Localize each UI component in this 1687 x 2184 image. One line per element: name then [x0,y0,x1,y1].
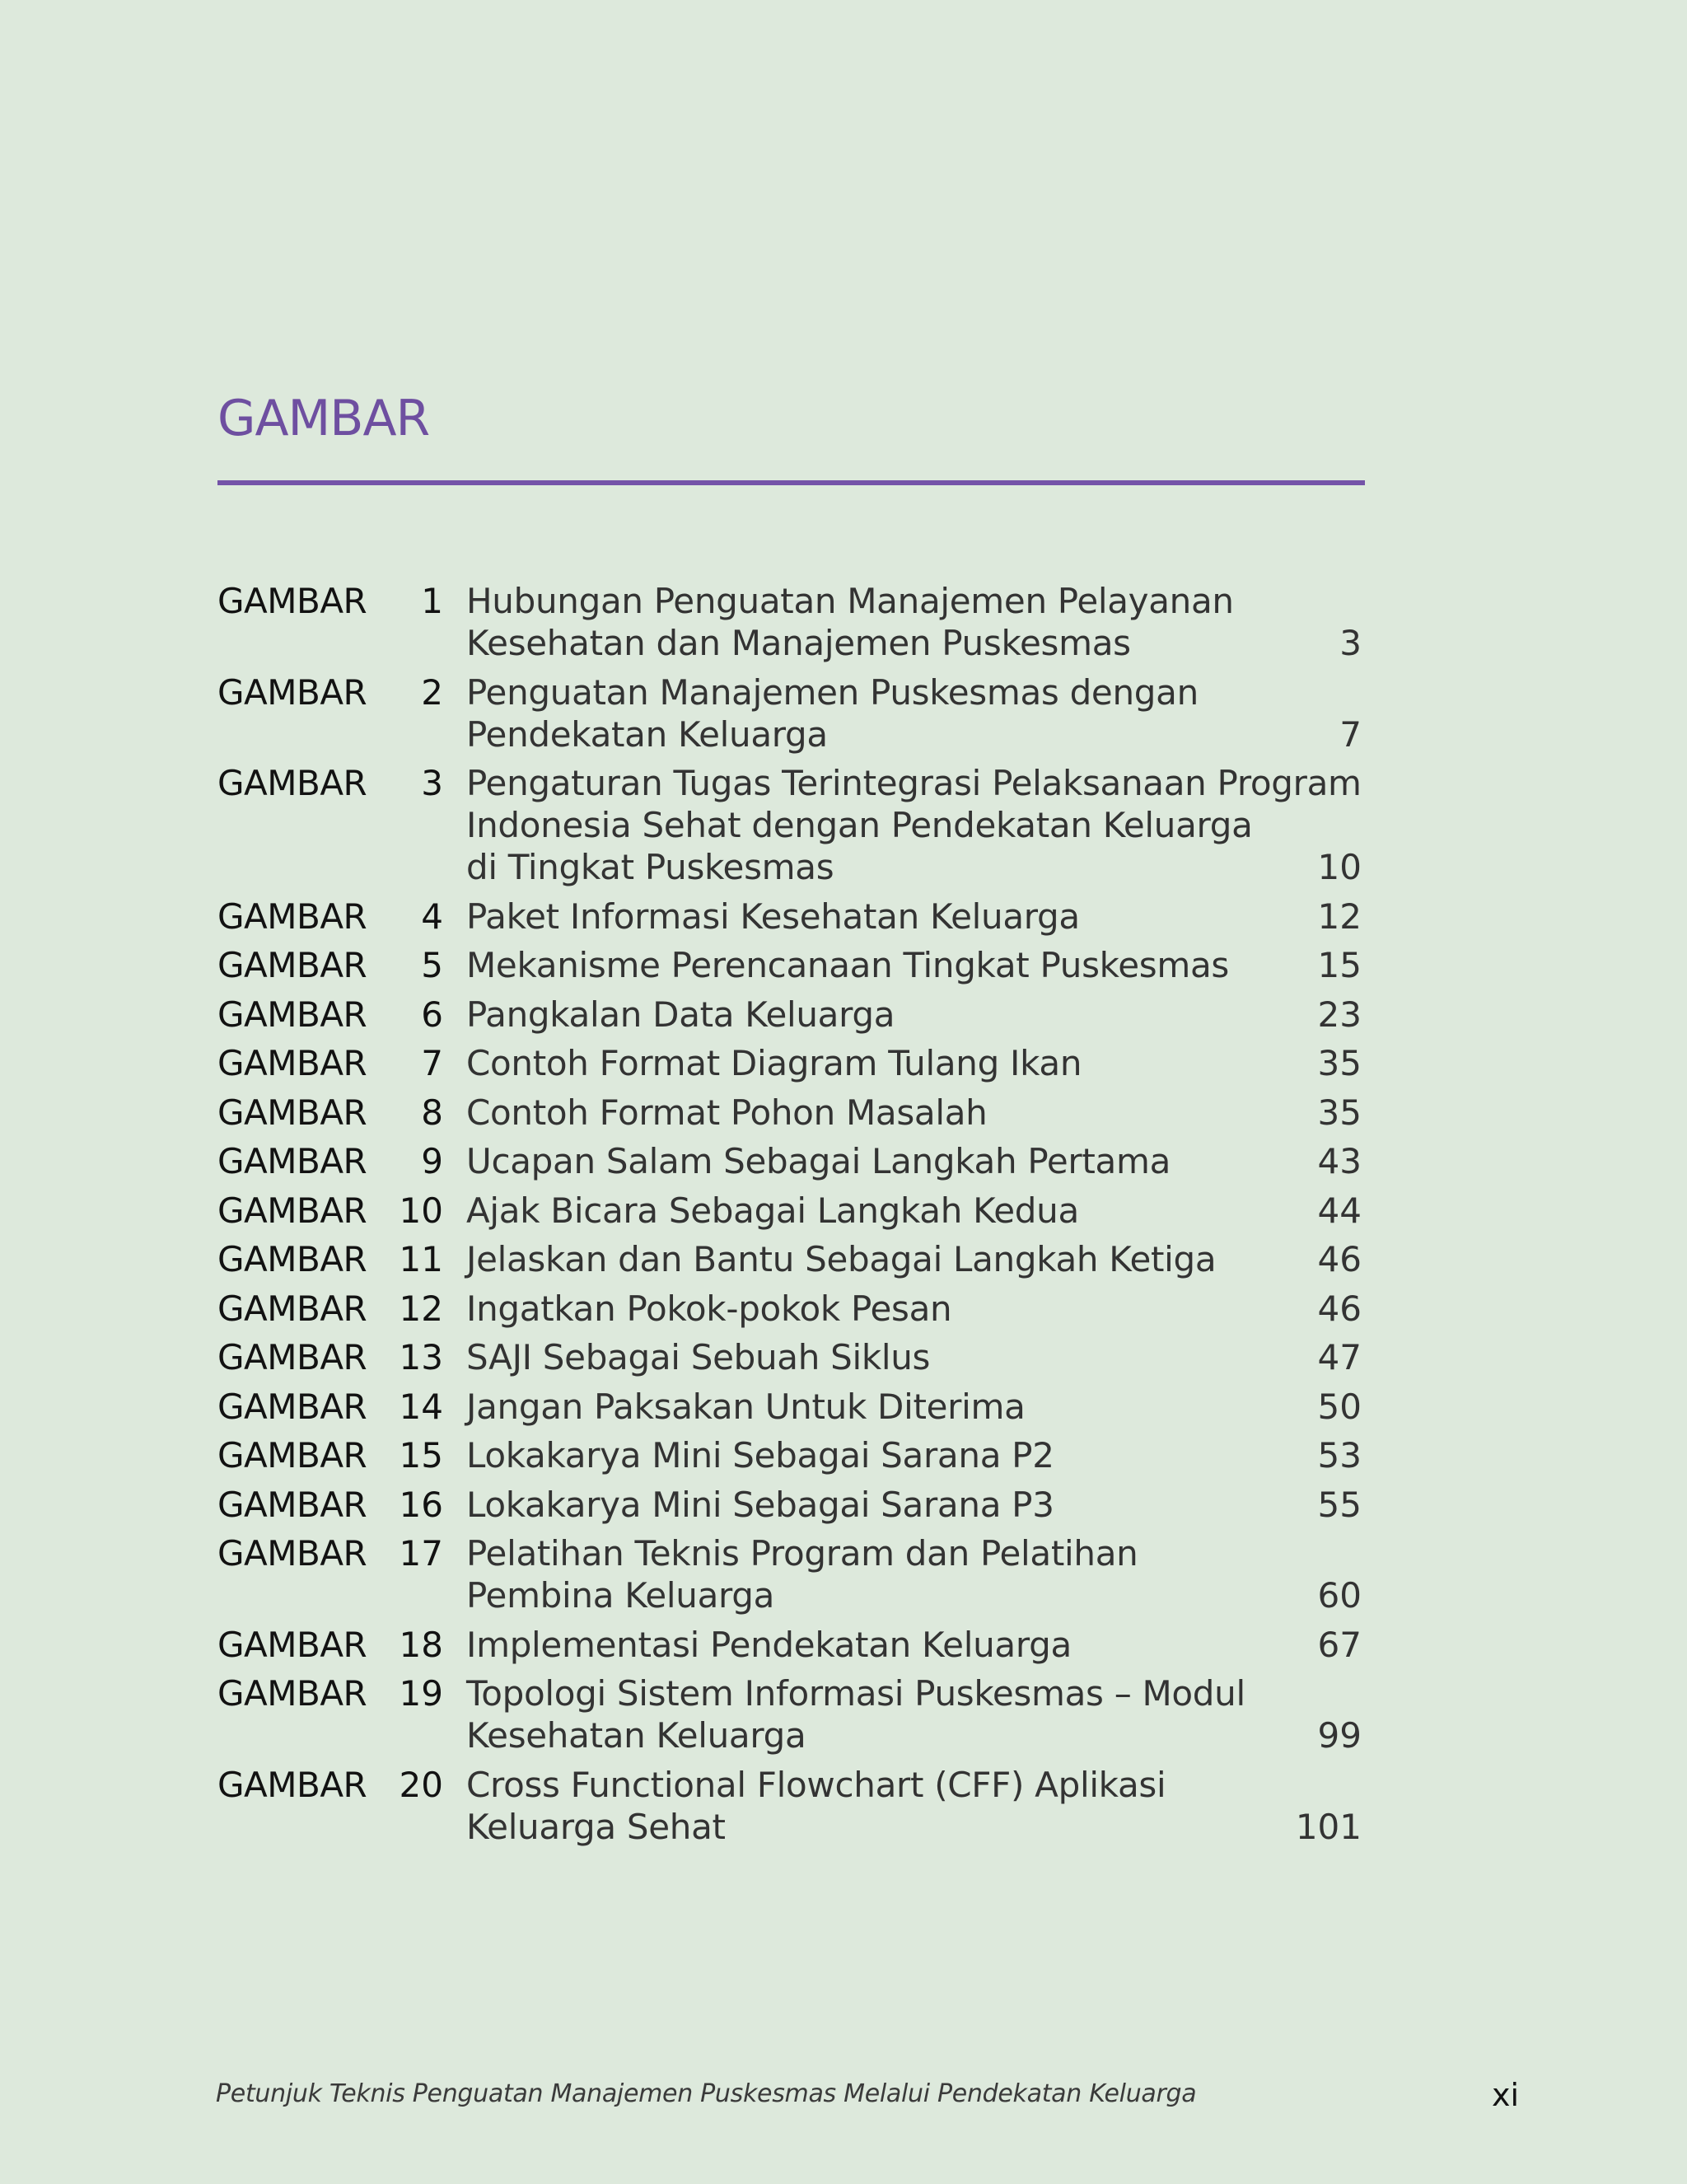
figure-list-entry [217,1386,1365,1428]
figure-title [466,994,895,1036]
figure-title-line: Pangkalan Data Keluarga [466,994,895,1035]
figure-title [466,1484,1054,1526]
figure-title [466,1764,1166,1848]
figure-title-block [450,762,1365,888]
figure-page-number: 35 [1317,1092,1362,1133]
figure-label: GAMBAR [217,1043,367,1083]
footer-title: Petunjuk Teknis Penguatan Manajemen Puskesmas Melalui Pendekatan Keluarga [216,2079,1197,2108]
figure-title-line: Cross Functional Flowchart (CFF) Aplikasi [466,1764,1166,1805]
figure-label: GAMBAR [217,1092,367,1133]
figure-number: 14 [399,1386,443,1427]
figure-page-number: 99 [1317,1715,1362,1756]
figure-title [466,671,1199,755]
figure-title-line: Paket Informasi Kesehatan Keluarga [466,896,1080,937]
figure-title-block [450,1238,1365,1280]
figure-title [466,1624,1072,1666]
figure-title-line: Keluarga Sehat [466,1806,726,1847]
figure-page-number: 47 [1317,1337,1362,1377]
figure-label: GAMBAR [217,1239,367,1279]
figure-title-block [450,580,1365,664]
figure-title-line: Jangan Paksakan Untuk Diterima [466,1386,1026,1427]
figure-label: GAMBAR [217,1337,367,1377]
figure-page-number: 10 [1317,847,1362,887]
figure-title-block [450,944,1365,986]
figure-title-line: Mekanisme Perencanaan Tingkat Puskesmas [466,945,1229,985]
figure-page-number: 3 [1339,623,1362,663]
figure-title-line: SAJI Sebagai Sebuah Siklus [466,1337,931,1377]
figure-label: GAMBAR [217,581,367,621]
figure-label: GAMBAR [217,1673,367,1714]
figure-title-block [450,1764,1365,1848]
figure-title-line: Ajak Bicara Sebagai Langkah Kedua [466,1190,1079,1231]
figure-number: 11 [399,1239,443,1279]
figure-list-entry [217,1140,1365,1182]
figure-page-number: 53 [1317,1435,1362,1475]
figure-title-block [450,671,1365,755]
figure-title [466,1042,1082,1084]
figure-number: 4 [421,896,443,937]
figure-list-entry [217,1672,1365,1756]
figure-number: 1 [421,581,443,621]
figure-title-block [450,1624,1365,1666]
figure-page-number: 44 [1317,1190,1362,1231]
figure-list-entry [217,1434,1365,1476]
figure-title [466,1238,1216,1280]
figure-page-number: 50 [1317,1386,1362,1427]
figure-number: 15 [399,1435,443,1475]
figure-title [466,1386,1026,1428]
figure-page-number: 12 [1317,896,1362,937]
page-number: xi [1491,2077,1519,2113]
figure-list-entry [217,944,1365,986]
figure-list-entry [217,1288,1365,1330]
figure-number: 17 [399,1533,443,1574]
figure-number: 20 [399,1764,443,1805]
figure-number: 9 [421,1141,443,1181]
figure-title-block [450,1092,1365,1134]
figure-page-number: 67 [1317,1624,1362,1665]
figure-label: GAMBAR [217,896,367,937]
figure-page-number: 15 [1317,945,1362,985]
figure-title [466,1336,930,1378]
figure-label: GAMBAR [217,1141,367,1181]
figure-list-entry [217,896,1365,938]
figure-title [466,580,1234,664]
figure-title [466,1672,1245,1756]
figure-label: GAMBAR [217,1484,367,1525]
figure-number: 10 [399,1190,443,1231]
figure-list-entry [217,580,1365,664]
figure-title [466,1140,1171,1182]
figure-list-entry [217,1336,1365,1378]
figure-title-block [450,1288,1365,1330]
figure-label: GAMBAR [217,1764,367,1805]
figure-title-block [450,1672,1365,1756]
figure-title-line: Pendekatan Keluarga [466,713,828,755]
figure-page-number: 7 [1339,713,1362,755]
figure-label: GAMBAR [217,1624,367,1665]
figure-title-line: Contoh Format Pohon Masalah [466,1092,988,1133]
figure-title-line: Pelatihan Teknis Program dan Pelatihan [466,1533,1138,1574]
figure-label: GAMBAR [217,763,367,803]
figure-title-block [450,1434,1365,1476]
figure-number: 2 [421,671,443,713]
figure-page-number: 43 [1317,1141,1362,1181]
figure-title-line: Hubungan Penguatan Manajemen Pelayanan [466,581,1234,621]
figure-number: 16 [399,1484,443,1525]
figure-title-block [450,994,1365,1036]
figure-label: GAMBAR [217,1386,367,1427]
figure-page-number: 46 [1317,1288,1362,1329]
figure-title-block [450,1042,1365,1084]
page-title: GAMBAR [217,390,430,447]
figure-label: GAMBAR [217,945,367,985]
figure-title-line: Jelaskan dan Bantu Sebagai Langkah Ketiga [466,1239,1217,1279]
figure-page-number: 60 [1317,1575,1362,1616]
figure-title-line: Kesehatan Keluarga [466,1715,806,1756]
figure-list-entry [217,1238,1365,1280]
figure-label: GAMBAR [217,1435,367,1475]
figure-title-line: Lokakarya Mini Sebagai Sarana P3 [466,1484,1054,1525]
figure-number: 12 [399,1288,443,1329]
figure-page-number: 23 [1317,994,1362,1035]
figure-label: GAMBAR [217,1533,367,1574]
figure-title-line: Contoh Format Diagram Tulang Ikan [466,1043,1082,1083]
figure-title-block [450,1336,1365,1378]
figure-page-number: 101 [1295,1806,1362,1847]
figure-label: GAMBAR [217,1288,367,1329]
figure-list-entry [217,1532,1365,1616]
figure-number: 19 [399,1673,443,1714]
figure-number: 5 [421,945,443,985]
figure-title-line: Pengaturan Tugas Terintegrasi Pelaksanaan Program [466,763,1362,803]
figure-title-block [450,896,1365,938]
figure-number: 3 [421,763,443,803]
figure-label: GAMBAR [217,671,367,713]
figure-title-block [450,1484,1365,1526]
figure-number: 6 [421,994,443,1035]
figure-title-line: Ingatkan Pokok-pokok Pesan [466,1288,952,1329]
figure-title [466,1092,987,1134]
figure-title-block [450,1532,1365,1616]
figure-number: 8 [421,1092,443,1133]
figure-title [466,1190,1079,1232]
figure-title-line: Ucapan Salam Sebagai Langkah Pertama [466,1141,1171,1181]
figure-list-entry [217,1484,1365,1526]
figure-list [217,580,1365,1854]
figure-number: 13 [399,1337,443,1377]
figure-title-line: di Tingkat Puskesmas [466,847,834,887]
figure-number: 7 [421,1043,443,1083]
figure-title-line: Lokakarya Mini Sebagai Sarana P2 [466,1435,1054,1475]
figure-list-entry [217,1042,1365,1084]
figure-title-block [450,1140,1365,1182]
figure-title-block [450,1190,1365,1232]
figure-list-entry [217,1092,1365,1134]
figure-label: GAMBAR [217,994,367,1035]
figure-title [466,1532,1138,1616]
figure-title [466,944,1229,986]
figure-label: GAMBAR [217,1190,367,1231]
figure-list-entry [217,671,1365,755]
figure-title-block [450,1386,1365,1428]
figure-title-line: Pembina Keluarga [466,1575,775,1616]
figure-page-number: 46 [1317,1239,1362,1279]
figure-title-line: Penguatan Manajemen Puskesmas dengan [466,671,1199,713]
figure-title [466,896,1080,938]
figure-page-number: 55 [1317,1484,1362,1525]
figure-list-entry [217,1764,1365,1848]
figure-number: 18 [399,1624,443,1665]
figure-title-line: Indonesia Sehat dengan Pendekatan Keluarga [466,805,1253,845]
figure-title [466,1288,951,1330]
figure-list-entry [217,1190,1365,1232]
figure-title [466,1434,1054,1476]
title-underline [217,480,1365,485]
figure-page-number: 35 [1317,1043,1362,1083]
figure-title-line: Topologi Sistem Informasi Puskesmas – Modul [466,1673,1245,1714]
figure-title-line: Kesehatan dan Manajemen Puskesmas [466,623,1131,663]
figure-list-entry [217,1624,1365,1666]
figure-list-entry [217,762,1365,888]
figure-title-line: Implementasi Pendekatan Keluarga [466,1624,1072,1665]
figure-list-entry [217,994,1365,1036]
